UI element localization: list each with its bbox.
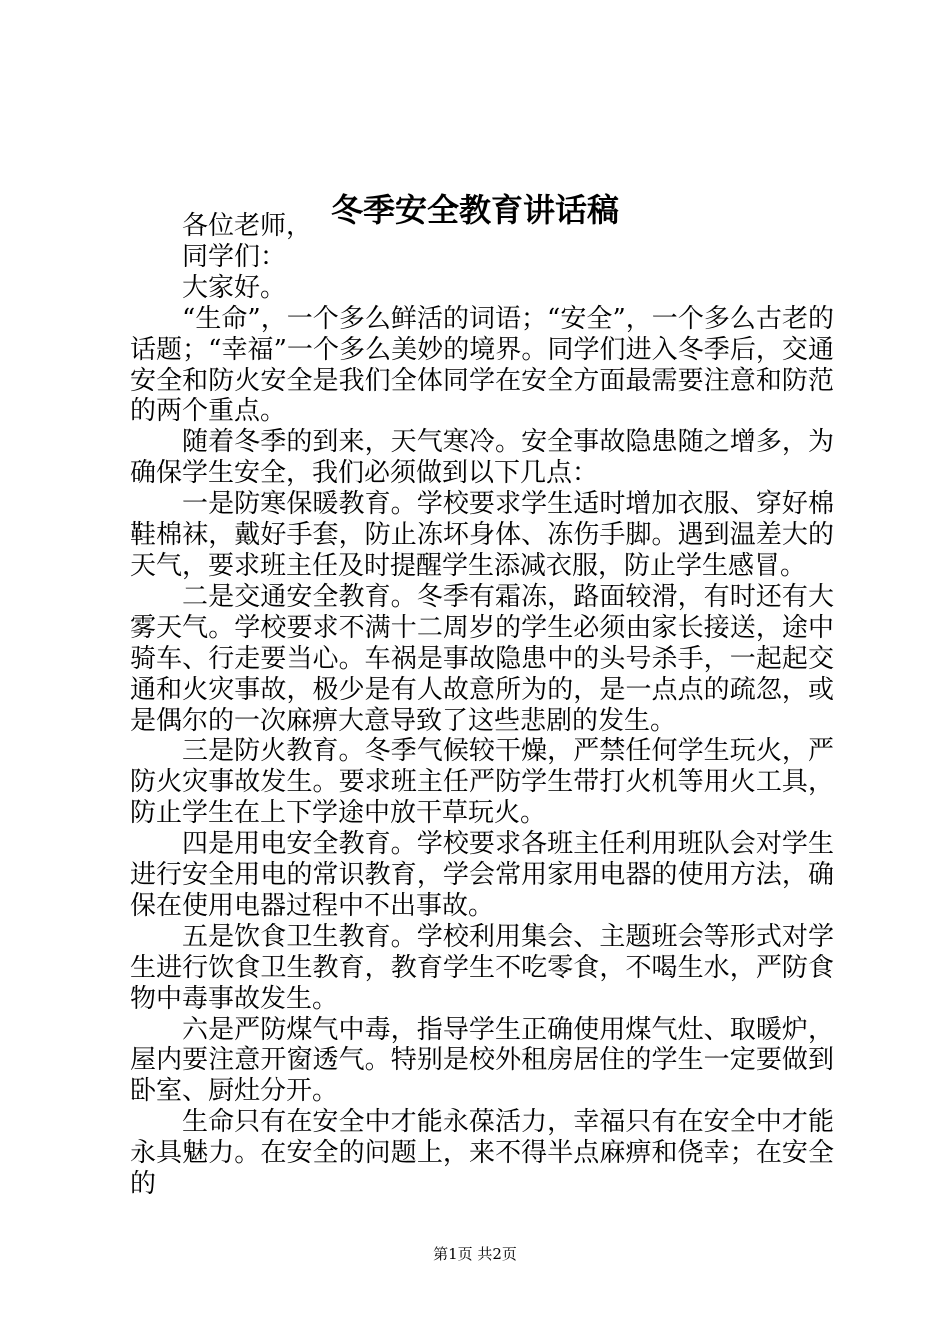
paragraph-point-6-gas: 六是严防煤气中毒，指导学生正确使用煤气灶、取暖炉，屋内要注意开窗透气。特别是校外租房居住的学生一定要做到卧室、厨灶分开。 <box>130 1014 834 1107</box>
paragraph-point-2-traffic: 二是交通安全教育。冬季有霜冻，路面较滑，有时还有大雾天气。学校要求不满十二周岁的学生必须由家长接送，途中骑车、行走要当心。车祸是事故隐患中的头号杀手，一起起交通和火灾事故，极少是有人故意所为的，是一点点的疏忽，或是偶尔的一次麻痹大意导致了这些悲剧的发生。 <box>130 581 834 736</box>
paragraph-point-3-fire: 三是防火教育。冬季气候较干燥，严禁任何学生玩火，严防火灾事故发生。要求班主任严防学生带打火机等用火工具，防止学生在上下学途中放干草玩火。 <box>130 736 834 829</box>
page-footer: 第1页 共2页 <box>433 1245 517 1263</box>
paragraph-point-4-electricity: 四是用电安全教育。学校要求各班主任利用班队会对学生进行安全用电的常识教育，学会常用家用电器的使用方法，确保在使用电器过程中不出事故。 <box>130 829 834 921</box>
document-title: 冬季安全教育讲话稿 <box>330 191 619 229</box>
paragraph-greeting-teachers: 各位老师， <box>182 211 313 241</box>
paragraph-winter-arrival: 随着冬季的到来，天气寒冷。安全事故隐患随之增多，为确保学生安全，我们必须做到以下几点： <box>130 427 834 489</box>
paragraph-greeting-all: 大家好。 <box>182 272 287 303</box>
paragraph-point-1-cold: 一是防寒保暖教育。学校要求学生适时增加衣服、穿好棉鞋棉袜，戴好手套，防止冻坏身体、冻伤手脚。遇到温差大的天气，要求班主任及时提醒学生添减衣服，防止学生感冒。 <box>130 489 834 581</box>
paragraph-point-5-food: 五是饮食卫生教育。学校利用集会、主题班会等形式对学生进行饮食卫生教育，教育学生不吃零食，不喝生水，严防食物中毒事故发生。 <box>130 921 834 1014</box>
paragraph-intro: “生命”，一个多么鲜活的词语；“安全”，一个多么古老的话题；“幸福”一个多么美妙的境界。同学们进入冬季后，交通安全和防火安全是我们全体同学在安全方面最需要注意和防范的两个重点。 <box>130 303 834 427</box>
paragraph-conclusion: 生命只有在安全中才能永葆活力，幸福只有在安全中才能永具魅力。在安全的问题上，来不得半点麻痹和侥幸；在安全的 <box>130 1107 834 1200</box>
paragraph-greeting-students: 同学们： <box>182 241 287 272</box>
document-body <box>130 211 834 1200</box>
